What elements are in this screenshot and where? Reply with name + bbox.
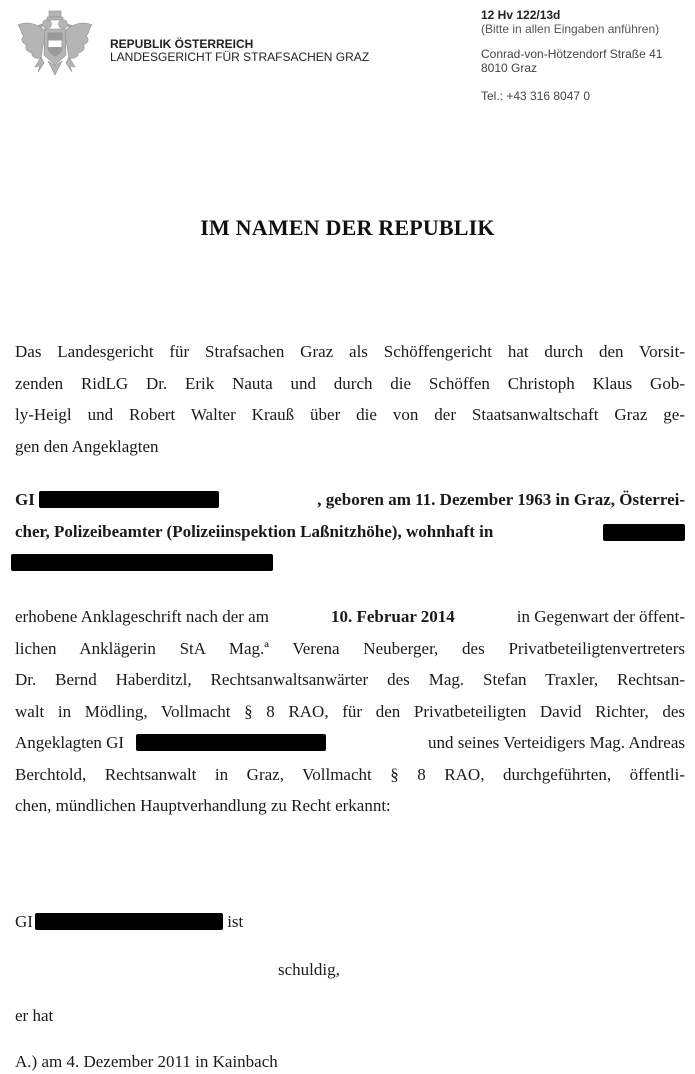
text-segment: und seines Verteidigers Mag. Andreas bbox=[428, 733, 685, 752]
text-segment: ist bbox=[227, 912, 244, 931]
count-a-heading: A.) am 4. Dezember 2011 in Kainbach bbox=[15, 1052, 278, 1071]
defendant-reference bbox=[15, 727, 326, 759]
redaction-bar bbox=[136, 734, 326, 751]
verdict-guilty: schuldig, bbox=[278, 960, 340, 979]
case-number-hint: (Bitte in allen Eingaben anführen) bbox=[481, 22, 660, 36]
verdict-er-hat: er hat bbox=[15, 1006, 54, 1025]
contact-block bbox=[481, 8, 662, 103]
defendant-title: GI bbox=[15, 912, 33, 931]
address-city: 8010 Graz bbox=[481, 61, 538, 75]
text-line bbox=[15, 601, 685, 633]
address-street: Conrad-von-Hötzendorf Straße 41 bbox=[481, 47, 663, 61]
text-segment: in Gegenwart der öffent- bbox=[516, 607, 685, 626]
defendant-title: GI bbox=[15, 490, 35, 509]
text-line: gen den Angeklagten bbox=[15, 436, 159, 456]
verdict-defendant-line bbox=[15, 912, 243, 932]
text-line: Dr. Bernd Haberditzl, Rechtsanwaltsanwärter des Mag. Stefan Traxler, Rechtsan- bbox=[15, 670, 685, 689]
text-line: Berchtold, Rechtsanwalt in Graz, Vollmacht § 8 RAO, durchgeführten, öffentli- bbox=[15, 764, 685, 784]
defendant-line-start bbox=[15, 484, 219, 516]
court-name-block bbox=[110, 38, 369, 64]
text-line: zenden RidLG Dr. Erik Nauta und durch die Schöffen Christoph Klaus Gob- bbox=[15, 373, 685, 393]
court-name: LANDESGERICHT FÜR STRAFSACHEN GRAZ bbox=[110, 50, 370, 64]
text-line bbox=[15, 547, 685, 579]
text-line: chen, mündlichen Hauptverhandlung zu Recht erkannt: bbox=[15, 796, 391, 815]
text-line: Das Landesgericht für Strafsachen Graz als Schöffengericht hat durch den Vorsit- bbox=[15, 342, 685, 361]
redaction-bar bbox=[39, 491, 219, 508]
text-segment: erhobene Anklageschrift nach der am bbox=[15, 607, 269, 626]
text-line bbox=[15, 727, 685, 759]
proceedings-paragraph bbox=[15, 601, 685, 822]
redaction-bar bbox=[603, 524, 685, 541]
defendant-birth: , geboren am 11. Dezember 1963 in Graz, Österrei- bbox=[317, 490, 685, 509]
redaction-bar bbox=[35, 913, 223, 930]
redaction-bar bbox=[11, 554, 273, 571]
hearing-date: 10. Februar 2014 bbox=[330, 607, 455, 626]
text-line: ly-Heigl und Robert Walter Krauß über die von der Staatsanwaltschaft Graz ge- bbox=[15, 405, 685, 424]
text-line bbox=[15, 516, 685, 548]
page-title: IM NAMEN DER REPUBLIK bbox=[200, 215, 495, 240]
text-line: walt in Mödling, Vollmacht § 8 RAO, für den Privatbeteiligten David Richter, des bbox=[15, 701, 685, 721]
text-line: lichen Anklägerin StA Mag.ª Verena Neuberger, des Privatbeteiligtenvertreters bbox=[15, 638, 685, 658]
defendant-paragraph bbox=[15, 484, 685, 579]
text-segment: Angeklagten GI bbox=[15, 733, 125, 752]
phone-number: Tel.: +43 316 8047 0 bbox=[481, 89, 591, 103]
austrian-eagle-icon bbox=[16, 9, 94, 77]
court-composition-paragraph bbox=[15, 336, 685, 462]
text-line bbox=[15, 484, 685, 516]
defendant-occupation: cher, Polizeibeamter (Polizeiinspektion Laßnitzhöhe), wohnhaft in bbox=[15, 521, 494, 541]
republic-name: REPUBLIK ÖSTERREICH bbox=[110, 37, 254, 51]
case-number: 12 Hv 122/13d bbox=[481, 8, 561, 22]
